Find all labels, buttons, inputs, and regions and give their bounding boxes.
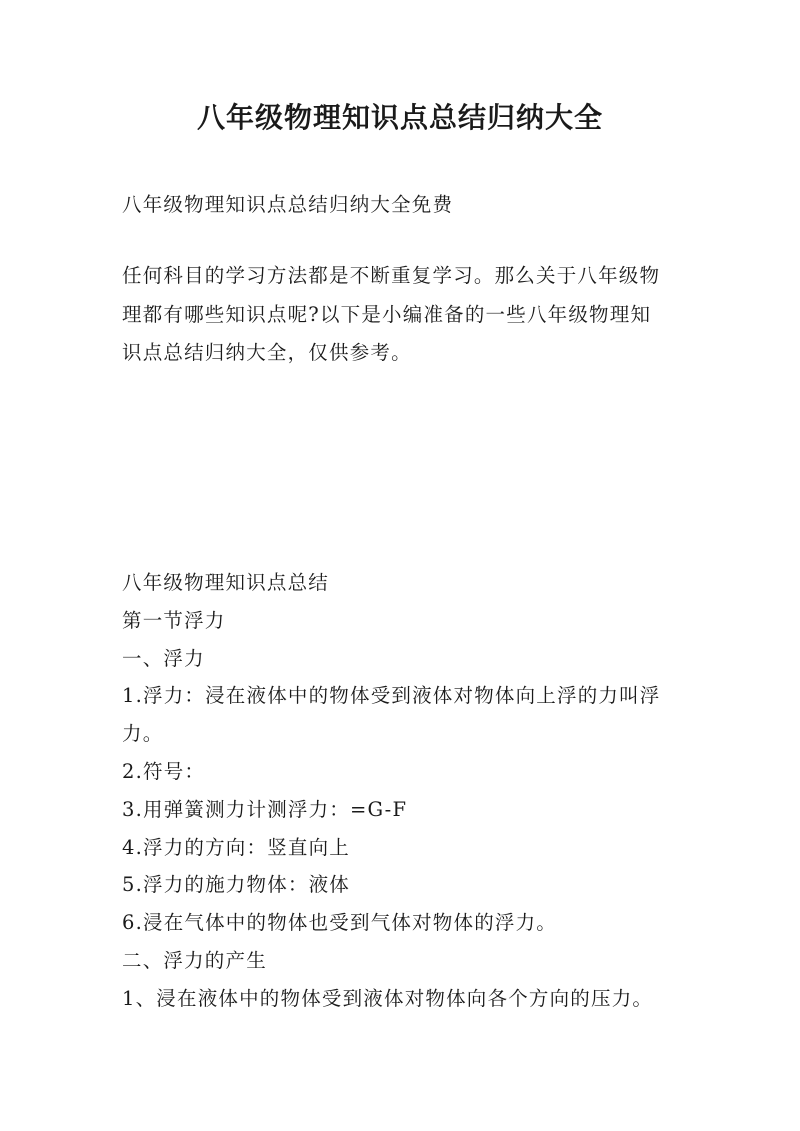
document-title: 八年级物理知识点总结归纳大全 (196, 101, 603, 134)
document-subtitle: 八年级物理知识点总结归纳大全免费 (122, 193, 454, 216)
list-item: 1.浮力：浸在液体中的物体受到液体对物体向上浮的力叫浮 (122, 684, 661, 708)
chapter-heading: 第一节浮力 (122, 608, 226, 632)
list-item: 1、浸在液体中的物体受到液体对物体向各个方向的压力。 (122, 986, 654, 1010)
content-list (122, 564, 687, 1018)
subsection-heading: 二、浮力的产生 (122, 948, 267, 972)
list-item: 力。 (122, 722, 164, 746)
intro-paragraph (122, 257, 687, 373)
subsection-heading: 一、浮力 (122, 646, 205, 670)
intro-line: 识点总结归纳大全，仅供参考。 (122, 341, 412, 364)
list-item: 6.浸在气体中的物体也受到气体对物体的浮力。 (122, 911, 558, 935)
section-heading: 八年级物理知识点总结 (122, 571, 330, 594)
list-item: 4.浮力的方向：竖直向上 (122, 835, 351, 859)
list-item: 5.浮力的施力物体：液体 (122, 873, 351, 897)
intro-line: 理都有哪些知识点呢?以下是小编准备的一些八年级物理知 (122, 302, 652, 326)
list-item: 2.符号： (122, 759, 206, 783)
list-item: 3.用弹簧测力计测浮力：=G-F (122, 797, 408, 821)
intro-line: 任何科目的学习方法都是不断重复学习。那么关于八年级物 (122, 264, 661, 287)
